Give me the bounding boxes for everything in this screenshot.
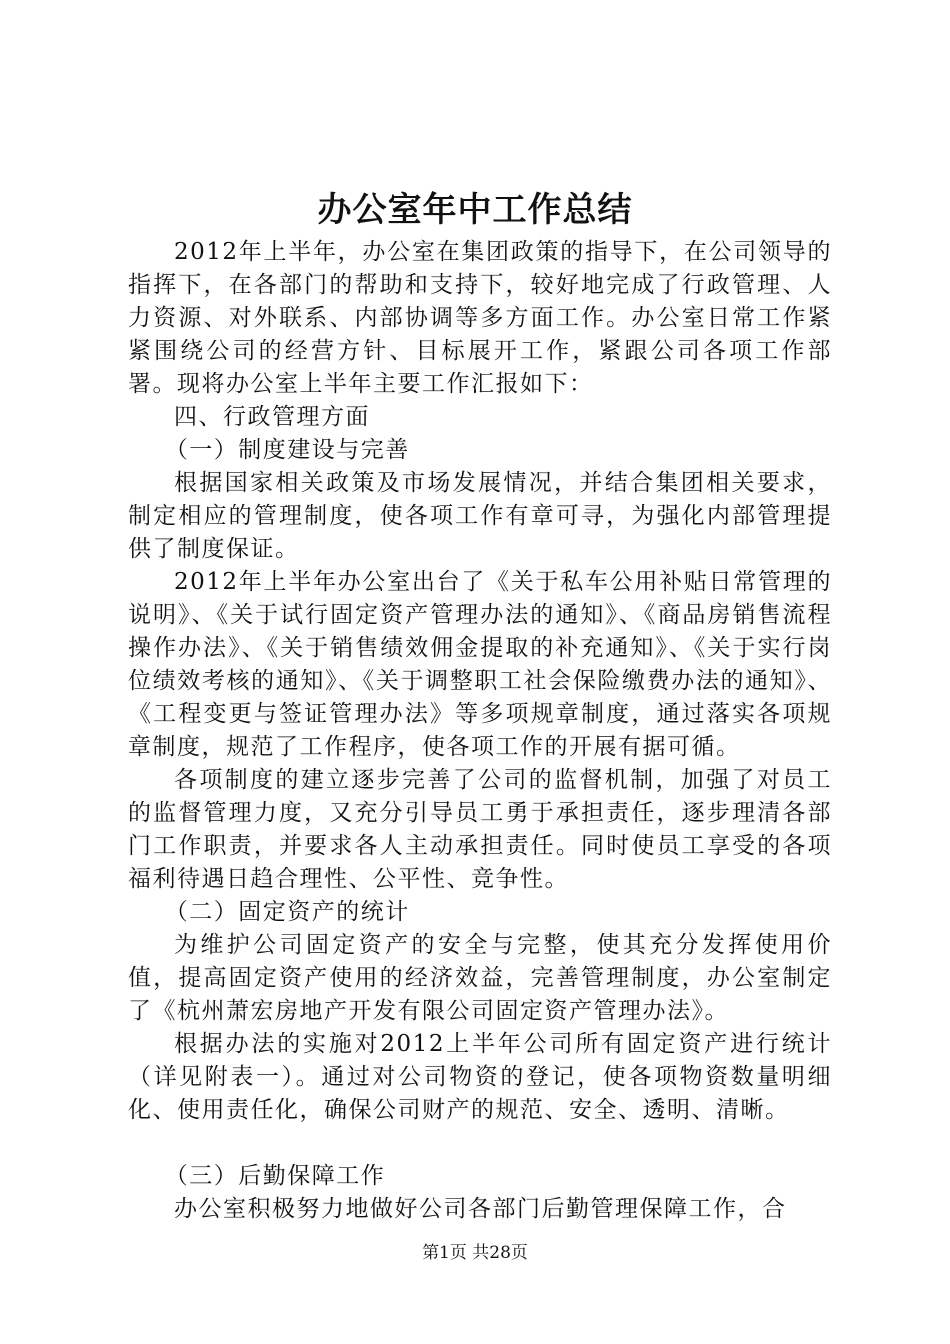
paragraph-intro: 2012年上半年，办公室在集团政策的指导下，在公司领导的指挥下，在各部门的帮助和支持下，较好地完成了行政管理、人力资源、对外联系、内部协调等多方面工作。办公室日常工作紧紧围绕公司的经营方针、目标展开工作，紧跟公司各项工作部署。现将办公室上半年主要工作汇报如下：	[128, 239, 832, 397]
subsection-heading-logistics: （三）后勤保障工作	[164, 1163, 386, 1189]
subsection-heading-rules: （一）制度建设与完善	[164, 437, 410, 463]
paragraph-rules-list: 2012年上半年办公室出台了《关于私车公用补贴日常管理的说明》、《关于试行固定资产管理办法的通知》、《商品房销售流程操作办法》、《关于销售绩效佣金提取的补充通知》、《关于实行岗位绩效考核的通知》、《关于调整职工社会保险缴费办法的通知》、《工程变更与签证管理办法》等多项规章制度，通过落实各项规章制度，规范了工作程序，使各项工作的开展有据可循。	[128, 569, 832, 760]
section-heading-admin: 四、行政管理方面	[174, 404, 370, 430]
document-title: 办公室年中工作总结	[317, 190, 633, 230]
paragraph-assets-policy: 为维护公司固定资产的安全与完整，使其充分发挥使用价值，提高固定资产使用的经济效益，完善管理制度，办公室制定了《杭州萧宏房地产开发有限公司固定资产管理办法》。	[128, 932, 832, 1024]
page-number-footer: 第1页 共28页	[422, 1243, 528, 1263]
subsection-heading-assets: （二）固定资产的统计	[164, 899, 410, 925]
paragraph-assets-stats: 根据办法的实施对2012上半年公司所有固定资产进行统计（详见附表一）。通过对公司物资的登记，使各项物资数量明细化、使用责任化，确保公司财产的规范、安全、透明、清晰。	[128, 1031, 832, 1123]
paragraph-rules-effect: 各项制度的建立逐步完善了公司的监督机制，加强了对员工的监督管理力度，又充分引导员工勇于承担责任，逐步理清各部门工作职责，并要求各人主动承担责任。同时使员工享受的各项福利待遇日趋合理性、公平性、竞争性。	[128, 767, 832, 892]
paragraph-logistics: 办公室积极努力地做好公司各部门后勤管理保障工作，合	[174, 1196, 787, 1222]
document-body	[128, 236, 832, 1226]
paragraph-rules-basis: 根据国家相关政策及市场发展情况，并结合集团相关要求，制定相应的管理制度，使各项工作有章可寻，为强化内部管理提供了制度保证。	[128, 470, 832, 562]
